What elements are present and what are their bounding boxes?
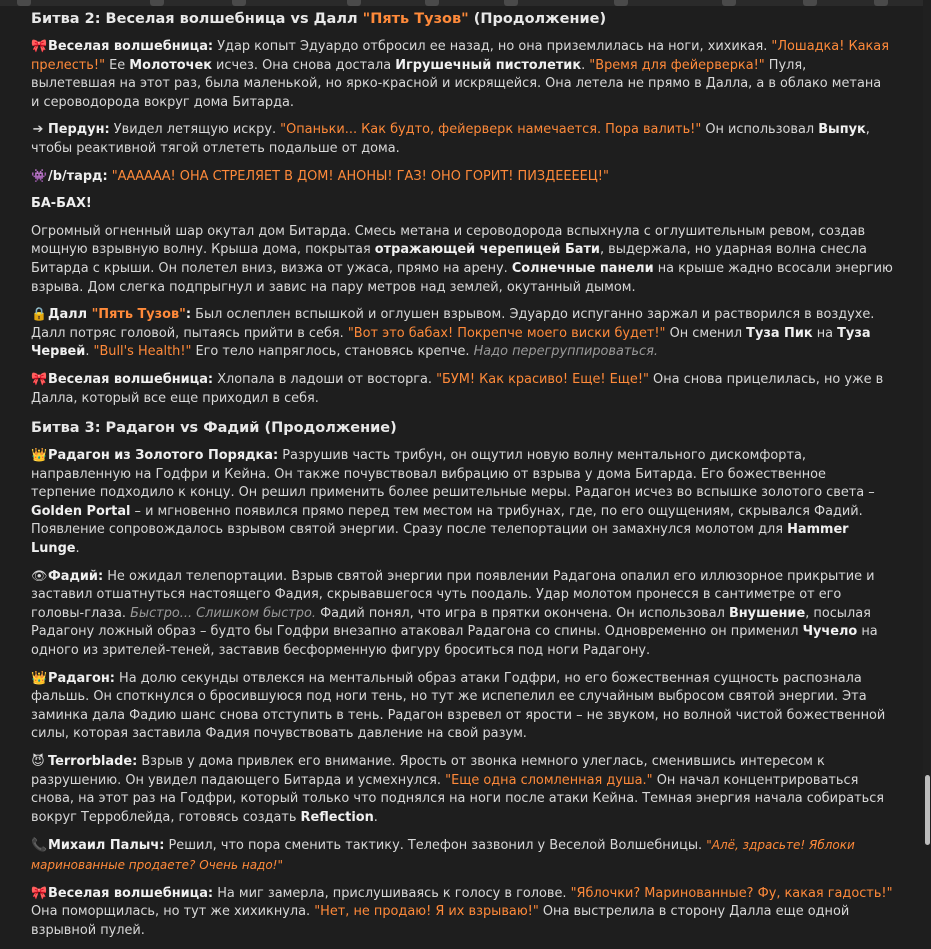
lock-icon: 🔒 [31,307,48,323]
alien-monster-icon: 👾 [31,168,48,184]
toolbar-strip [0,0,931,6]
paragraph-merry-witch-3: 🎀Веселая волшебница: На миг замерла, прислушиваясь к голосу в голове. "Яблочки? Маринованные? Фу, какая гадость!" Она поморщилась, но тут же хихикнула. "Нет, не продаю! Я их взрываю!" Она выстрелила в сторону Далла еще одной взрывной пулей. [31,885,893,938]
ribbon-icon: 🎀 [31,39,48,54]
paragraph-dall: 🔒Далл "Пять Тузов": Был ослеплен вспышкой и оглушен взрывом. Эдуардо испуганно заржал и растворился в воздухе. Далл потряс головой, пытаясь прийти в себя. "Вот это бабах! Покрепче моего виски будет!" Он сменил Туза Пик на Туза Червей. "Bull's Health!" Его тело напряглось, становясь крепче. Надо перегруппироваться. [31,307,875,360]
toolbar-icon[interactable] [150,0,164,6]
paragraph-terrorblade: 😈 Terrorblade: Взрыв у дома привлек его внимание. Ярость от звонка немного улеглась, сменившись интересом к разрушению. Он увидел падающего Битарда и усмехнулся. "Еще одна сломленная душа." Он начал концентрироваться снова, на этот раз на Годфри, который только что поднялся на ноги после атаки Кейна. Темная энергия начала собираться вокруг Терроблейда, готовясь создать Reflection. [31,754,885,825]
toolbar-icon[interactable] [722,0,736,6]
paragraph-radagon-2: 👑Радагон: На долю секунды отвлекся на ментальный образ атаки Годфри, но его божественная сущность распознала фальшь. Он споткнулся о бросившуюся под ноги тень, но тут же испепелил ее случайным выбросом святой энергии. Эта заминка дала Фадию шанс снова отступить в тень. Радагон взревел от ярости – не звуком, но волной чистой божественной силы, которая заставила Фадия почувствовать давление на свой разум. [31,670,886,742]
paragraph-merry-witch-2: 🎀Веселая волшебница: Хлопала в ладоши от восторга. "БУМ! Как красиво! Еще! Еще!" Она снова прицелилась, но уже в Далла, который все еще приходил в себя. [31,371,884,406]
arrow-right-icon: ➔ [32,122,44,138]
scrollbar[interactable] [923,0,931,845]
devil-face-icon: 😈 [31,754,45,769]
ribbon-icon: 🎀 [31,371,48,387]
paragraph-explosion: Огромный огненный шар окутал дом Битарда. Смесь метана и сероводорода вспыхнула с оглушительным ревом, создав мощную взрывную волну. Крыша дома, покрытая отражающей черепицей Бати, выдержала, но ударная волна снесла Битарда с крыши. Он полетел вниз, визжа от ужаса, прямо на арену. Солнечные панели на крыше жадно всосали энергию взрыва. Дом слегка подпрыгнул и завис на пару метров над землей, окутанный дымом. [31,223,893,295]
toolbar-icon[interactable] [803,0,817,6]
toolbar-icon[interactable] [232,0,246,6]
toolbar-icon[interactable] [874,0,888,6]
paragraph-perdun: ➔ Пердун: Увидел летящую искру. "Опаньки... Как будто, фейерверк намечается. Пора валить!" Он использовал Выпук, чтобы реактивной тягой отлететь подальше от дома. [31,122,870,156]
paragraph-radagon-1: 👑Радагон из Золотого Порядка: Разрушив часть трибун, он ощутил новую волну ментального дискомфорта, направленную на Годфри и Кейна. Он также почувствовал вибрацию от взрыва у дома Битарда. Его божественное терпение подходило к концу. Он решил применить более решительные меры. Радагон исчез во вспышке золотого света – Golden Portal – и мгновенно появился прямо перед тем местом на трибунах, где, по его ощущениям, скрывался Фадий. Появление сопровождалось взрывом святой энергии. Сразу после телепортации он замахнулся молотом для Hammer Lunge. [31,448,875,557]
crown-icon: 👑 [31,448,48,464]
toolbar-icon[interactable] [347,0,361,6]
crown-icon: 👑 [31,670,48,686]
paragraph-fadiy: 👁Фадий: Не ожидал телепортации. Взрыв святой энергии при появлении Радагона опалил его иллюзорное прикрытие и заставил отшатнуться настоящего Фадия, скрывавшегося чуть поодаль. Удар молотом пронесся в сантиметре от его головы-глаза. Быстро... Слишком быстро. Фадий понял, что игра в прятки окончена. Он использовал Внушение, посылая Радагону ложный образ – будто бы Годфри внезапно атаковал Радагона со спины. Одновременно он применил Чучело на одного из зрителей-теней, заставив бесформенную фигуру броситься под ноги Радагону. [31,568,878,659]
eye-icon: 👁 [31,568,48,584]
paragraph-merry-witch-1: 🎀Веселая волшебница: Удар копыт Эдуардо отбросил ее назад, но она приземлилась на ноги, хихикая. "Лошадка! Какая прелесть!" Ее Молоточек исчез. Она снова достала Игрушечный пистолетик. "Время для фейерверка!" Пуля, вылетевшая на этот раз, была маленькой, но ярко-красной и искрящейся. Она летела не прямо в Далла, а в облако метана и сероводорода вокруг дома Битарда. [31,39,889,110]
toolbar-icon[interactable] [425,0,439,6]
scrollbar-thumb[interactable] [925,775,930,845]
phone-icon: 📞 [31,838,48,854]
paragraph-btard: 👾/b/тард: "АААААА! ОНА СТРЕЛЯЕТ В ДОМ! АНОНЫ! ГАЗ! ОНО ГОРИТ! ПИЗДЕЕЕЕЦ!" [31,168,893,187]
toolbar-icon[interactable] [504,0,518,6]
toolbar-icon[interactable] [614,0,628,6]
ribbon-icon: 🎀 [31,885,48,901]
toolbar-icon[interactable] [17,0,31,6]
paragraph-bang: БА-БАХ! [31,196,92,212]
battle-2-heading: Битва 2: Веселая волшебница vs Далл "Пять Тузов" (Продолжение) [31,11,607,27]
battle-3-heading: Битва 3: Радагон vs Фадий (Продолжение) [31,420,397,437]
paragraph-mikhail-palych: 📞Михаил Палыч: Решил, что пора сменить тактику. Телефон зазвонил у Веселой Волшебницы. "Алё, здрасьте! Яблоки маринованные продаете? Очень надо!" [31,838,855,872]
chat-message-body [31,8,893,949]
